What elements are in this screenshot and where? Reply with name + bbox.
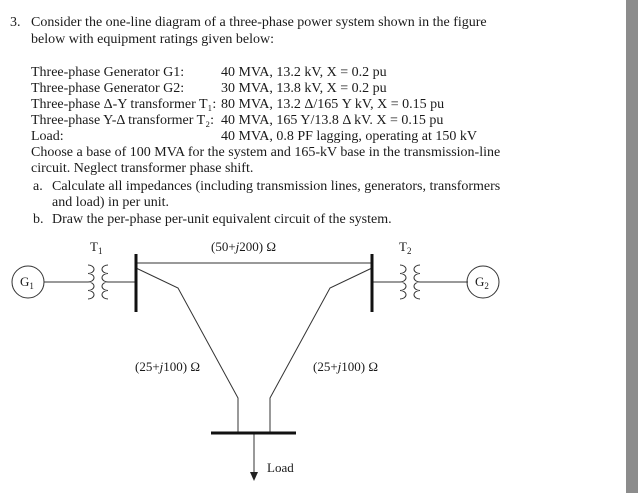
label-t1-main: T <box>90 239 98 254</box>
part-a-line-1: Calculate all impedances (including transmission lines, generators, transformers <box>52 179 501 194</box>
label-t1-sub: 1 <box>97 246 103 256</box>
rating-t1-value: 80 MVA, 13.2 Δ/165 Y kV, X = 0.15 pu <box>221 97 445 112</box>
label-t2-main: T <box>399 239 407 254</box>
line-left-pre: (25+ <box>135 359 160 374</box>
rating-g2-name: Three-phase Generator G2: <box>31 81 185 96</box>
label-line-top <box>211 240 276 254</box>
base-line-1: Choose a base of 100 MVA for the system and 165-kV base in the transmission-line <box>31 145 501 160</box>
label-load: Load <box>267 460 294 475</box>
label-t2-sub: 2 <box>406 246 412 256</box>
part-b-label: b. <box>33 212 44 227</box>
label-g2-sub: 2 <box>484 281 489 291</box>
line-right-j: j <box>337 359 342 374</box>
label-g2-main: G <box>475 274 485 289</box>
rating-g2-value: 30 MVA, 13.8 kV, X = 0.2 pu <box>221 81 387 96</box>
rating-t2-name: Three-phase Y-Δ transformer T₂: <box>31 113 214 128</box>
line-left-j: j <box>159 359 164 374</box>
part-b-line-1: Draw the per-phase per-unit equivalent circuit of the system. <box>52 212 392 227</box>
transmission-line-left <box>136 268 238 432</box>
problem-number: 3. <box>10 15 21 30</box>
rating-load-value: 40 MVA, 0.8 PF lagging, operating at 150 kV <box>221 129 478 144</box>
label-g1 <box>20 275 34 293</box>
transformer-t2-symbol <box>400 265 420 299</box>
line-top-pre: (50+ <box>211 239 236 254</box>
transformer-t1-symbol <box>88 265 108 299</box>
label-g1-sub: 1 <box>29 281 34 291</box>
intro-line-1: Consider the one-line diagram of a three-phase power system shown in the figure <box>31 15 487 30</box>
intro-line-2: below with equipment ratings given below: <box>31 32 275 47</box>
rating-t1-name: Three-phase Δ-Y transformer T₁: <box>31 97 217 112</box>
rating-g1-value: 40 MVA, 13.2 kV, X = 0.2 pu <box>221 65 387 80</box>
label-line-right <box>313 360 378 374</box>
label-t1 <box>90 240 102 258</box>
part-a-line-2: and load) in per unit. <box>52 195 170 210</box>
line-right-post: 100) Ω <box>341 359 379 374</box>
load-arrow-icon <box>250 472 258 481</box>
line-left-post: 100) Ω <box>163 359 201 374</box>
rating-g1-name: Three-phase Generator G1: <box>31 65 185 80</box>
base-line-2: circuit. Neglect transformer phase shift. <box>31 161 254 176</box>
rating-load-name: Load: <box>31 129 64 144</box>
line-top-post: 200) Ω <box>239 239 277 254</box>
rating-t2-value: 40 MVA, 165 Y/13.8 Δ kV. X = 0.15 pu <box>221 113 444 128</box>
label-g1-main: G <box>20 274 30 289</box>
transmission-line-right <box>270 268 372 432</box>
label-g2 <box>475 275 489 293</box>
line-top-j: j <box>235 239 240 254</box>
label-line-left <box>135 360 200 374</box>
label-t2 <box>399 240 411 258</box>
part-a-label: a. <box>33 179 43 194</box>
line-right-pre: (25+ <box>313 359 338 374</box>
